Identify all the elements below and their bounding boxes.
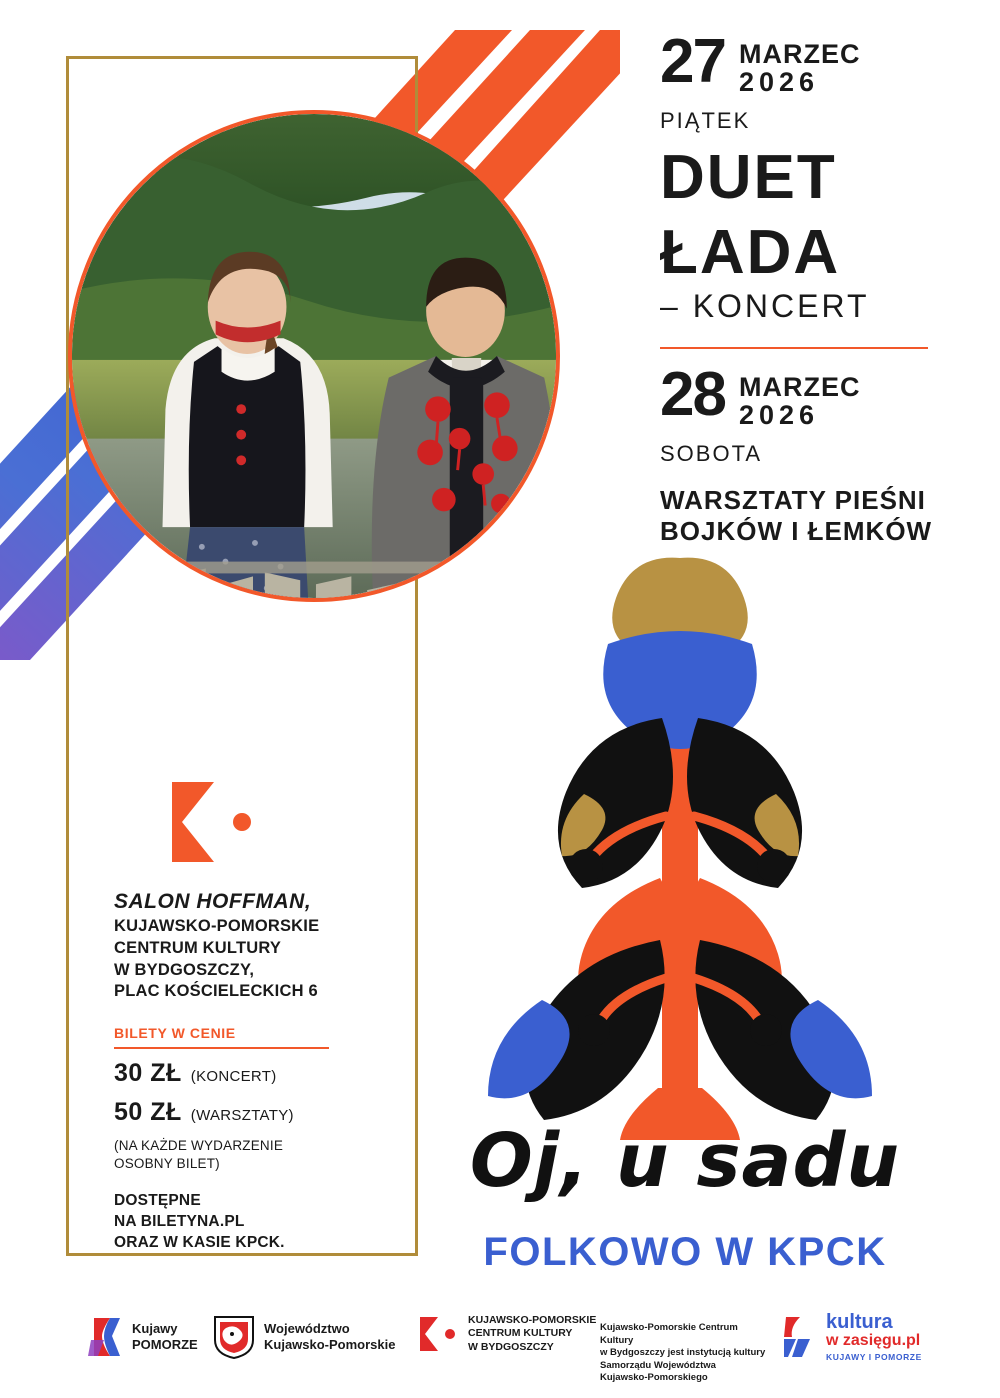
headline-subtitle: FOLKOWO W KPCK <box>483 1230 887 1274</box>
event-2-title-line2: BOJKÓW I ŁEMKÓW <box>660 515 933 546</box>
event-2-day: 28 <box>660 359 725 429</box>
logo2-line-2: Kujawsko-Pomorskie <box>264 1337 396 1352</box>
logo-kultura-w-zasiegu <box>782 1312 922 1362</box>
logo5-line-3: KUJAWY I POMORZE <box>826 1352 922 1363</box>
ticket-price-amount: 50 ZŁ <box>114 1098 182 1127</box>
logo1-line-1: Kujawy <box>132 1321 178 1337</box>
logo2-line-1: Województwo <box>264 1321 350 1337</box>
kujawy-pomorze-icon <box>88 1316 124 1358</box>
event-1-year: 2026 <box>738 67 820 98</box>
venue-address-line-3: W BYDGOSZCZY, <box>114 960 255 979</box>
folk-tree-illustration <box>410 548 950 1168</box>
section-divider <box>660 347 928 349</box>
performers-photo <box>68 110 560 602</box>
event-1-subtitle: – KONCERT <box>660 287 870 324</box>
ticket-price-amount: 30 ZŁ <box>114 1059 182 1088</box>
venue-and-tickets-info <box>114 890 394 1253</box>
venue-address-line-4: PLAC KOŚCIELECKICH 6 <box>114 982 318 1001</box>
event-1-day: 27 <box>660 27 725 96</box>
event-2-title-line1: WARSZTATY PIEŚNI <box>660 484 926 515</box>
logo-kpck <box>418 1314 596 1354</box>
ticket-price-row <box>114 1098 394 1127</box>
event-2-year: 2026 <box>738 399 820 430</box>
coat-of-arms-icon <box>212 1314 256 1360</box>
event-1-title-line2: ŁADA <box>660 217 841 287</box>
kultura-icon <box>782 1315 818 1359</box>
fineprint-line-1: Kujawsko-Pomorskie Centrum Kultury <box>600 1322 738 1346</box>
logo-wojewodztwo <box>212 1314 396 1360</box>
event-2-month: MARZEC <box>738 371 861 402</box>
ticket-availability-line-2: NA BILETYNA.PL <box>114 1212 245 1230</box>
logo3-line-3: W BYDGOSZCZY <box>468 1340 554 1353</box>
ticket-note-line-1: (NA KAŻDE WYDARZENIE <box>114 1138 284 1154</box>
headline-script: Oj, u sadu <box>469 1118 901 1204</box>
logo3-line-2: CENTRUM KULTURY <box>468 1327 573 1340</box>
logo5-line-1: kultura <box>826 1311 893 1333</box>
kpck-logo-icon <box>168 776 268 868</box>
event-1-month: MARZEC <box>738 39 861 69</box>
fineprint-line-3: Samorządu Województwa <box>600 1359 716 1371</box>
ticket-availability-line-3: ORAZ W KASIE KPCK. <box>114 1233 285 1251</box>
event-1-weekday: PIĄTEK <box>660 108 751 134</box>
ticket-price-row <box>114 1059 394 1088</box>
event-1-title-line1: DUET <box>660 143 837 213</box>
kpck-mark-icon <box>418 1314 460 1354</box>
ticket-price-label: (KONCERT) <box>190 1068 277 1086</box>
venue-address-line-2: CENTRUM KULTURY <box>114 938 282 957</box>
venue-address-line-1: KUJAWSKO-POMORSKIE <box>114 917 320 935</box>
logo5-line-2: w zasięgu.pl <box>826 1332 921 1349</box>
fineprint-line-2: w Bydgoszczy jest instytucją kultury <box>600 1347 766 1359</box>
tickets-divider <box>114 1047 329 1049</box>
fineprint-line-4: Kujawsko-Pomorskiego <box>600 1372 708 1384</box>
logo3-line-1: KUJAWSKO-POMORSKIE <box>468 1314 597 1327</box>
tickets-heading: BILETY W CENIE <box>114 1025 236 1042</box>
footer-logos <box>0 1300 1000 1398</box>
ticket-availability-line-1: DOSTĘPNE <box>114 1191 201 1209</box>
ticket-price-label: (WARSZTATY) <box>190 1107 294 1125</box>
event-2-date <box>660 359 970 431</box>
event-details-column <box>660 27 970 547</box>
event-2-weekday: SOBOTA <box>660 440 763 466</box>
logo-kujawy-pomorze <box>88 1316 198 1358</box>
venue-name: SALON HOFFMAN, <box>114 890 312 913</box>
ticket-note-line-2: OSOBNY BILET) <box>114 1156 220 1172</box>
logo1-line-2: POMORZE <box>132 1337 198 1352</box>
event-1-date <box>660 27 970 98</box>
footer-fineprint <box>600 1322 770 1385</box>
